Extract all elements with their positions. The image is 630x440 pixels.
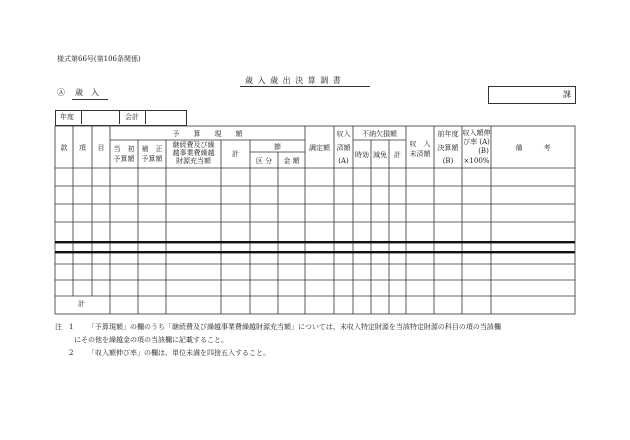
col-moku: 目 xyxy=(97,144,105,152)
note-1-text-cont: にその他を繰越金の項の当該欄に記載すること。 xyxy=(74,336,228,344)
fiscal-year-label: 年度 xyxy=(60,113,74,121)
col-uncollectible-total: 計 xyxy=(394,151,401,159)
section-label: 歳 入 xyxy=(75,88,99,97)
col-setsu: 節 xyxy=(274,143,281,151)
col-expiry: 時効 xyxy=(355,151,369,159)
col-carryover-3: 財源充当額 xyxy=(176,157,211,165)
col-kan: 款 xyxy=(60,144,68,152)
col-setsu-kubun: 区 分 xyxy=(255,157,273,165)
col-growth-4: ×100% xyxy=(463,157,490,165)
col-received: 収入 xyxy=(336,130,351,138)
col-budget-current: 予 算 現 額 xyxy=(172,130,243,138)
account-label: 会計 xyxy=(125,113,139,121)
col-budget-total: 計 xyxy=(232,150,239,158)
col-supplementary: 補 正 xyxy=(141,145,163,153)
col-carryover-2: 越事業費繰越 xyxy=(172,149,215,157)
col-carryover-1: 継続費及び繰 xyxy=(172,141,215,149)
note-2-text: 「収入額伸び率」の欄は、単位未満を四捨五入すること。 xyxy=(88,349,270,357)
total-label: 計 xyxy=(78,300,85,308)
col-setsu-amount: 金 額 xyxy=(283,157,300,165)
col-unreceived-2: 未済額 xyxy=(409,150,431,158)
note-1-number: 注 1 xyxy=(55,323,74,331)
note-2-number: 2 xyxy=(69,349,74,357)
col-growth-3: (B) xyxy=(478,147,489,155)
col-growth-2: び率 (A) xyxy=(463,138,490,146)
col-growth-1: 収入額伸 xyxy=(462,129,491,137)
col-exemption: 減免 xyxy=(373,151,387,159)
section-mark: Ⓐ xyxy=(57,88,65,97)
col-kou: 項 xyxy=(79,144,86,152)
col-received-2: 済額 xyxy=(336,144,351,152)
col-received-a: (A) xyxy=(338,157,349,165)
entry-rows-upper[interactable] xyxy=(56,169,574,241)
col-assessed: 調定額 xyxy=(309,144,330,152)
col-remarks: 備 考 xyxy=(515,144,551,152)
col-initial-budget: 当 初 xyxy=(113,145,135,153)
form-number: 様式第66号(第106条関係) xyxy=(57,55,141,63)
col-uncollectible: 不納欠損額 xyxy=(362,130,397,138)
department-suffix: 課 xyxy=(563,90,571,99)
col-prev-year-b: (B) xyxy=(442,157,454,165)
col-prev-year-2: 決算額 xyxy=(437,144,459,152)
col-prev-year-1: 前年度 xyxy=(437,130,459,138)
col-unreceived-1: 収 入 xyxy=(409,140,431,148)
page-title: 歳 入 歳 出 決 算 調 書 xyxy=(245,76,342,85)
col-initial-budget-2: 予算額 xyxy=(113,155,135,163)
note-1-text: 「予算現額」の欄のうち「継続費及び繰越事業費繰越財源充当額」については、未収入特定財源を当該特定財源の科目の項の当該欄 xyxy=(88,323,501,331)
entry-rows-lower[interactable] xyxy=(56,254,574,295)
col-supplementary-2: 予算額 xyxy=(141,155,163,163)
